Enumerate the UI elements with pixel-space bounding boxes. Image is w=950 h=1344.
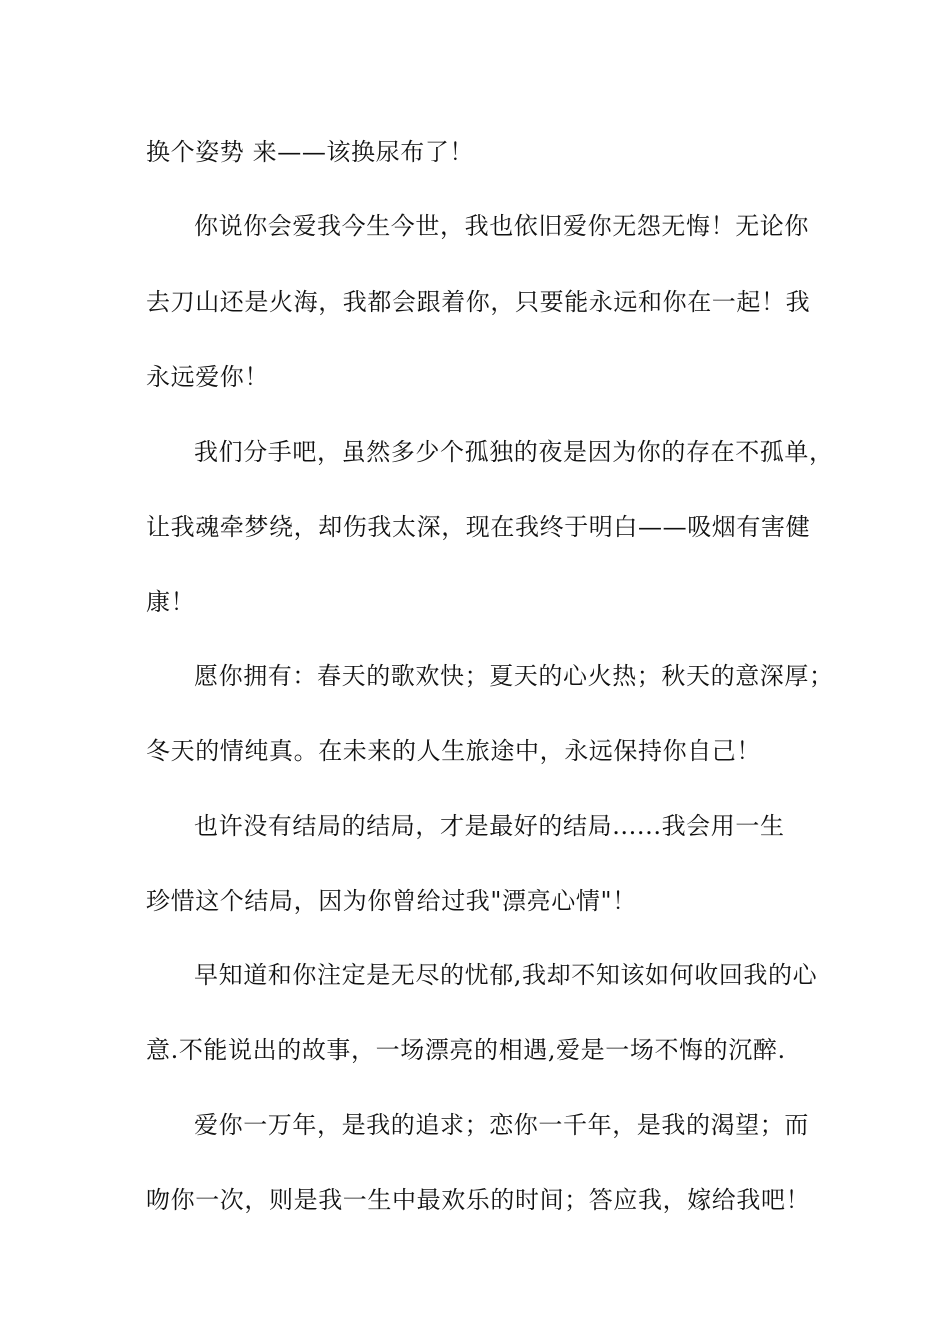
text-line: 去刀山还是火海，我都会跟着你，只要能永远和你在一起！我: [146, 288, 811, 316]
paragraph-first-line: 愿你拥有：春天的歌欢快；夏天的心火热；秋天的意深厚；: [194, 662, 834, 690]
text-line: 让我魂牵梦绕，却伤我太深，现在我终于明白——吸烟有害健: [146, 513, 811, 541]
paragraph-first-line: 也许没有结局的结局，才是最好的结局......我会用一生: [194, 812, 785, 840]
paragraph-first-line: 我们分手吧，虽然多少个孤独的夜是因为你的存在不孤单，: [194, 438, 834, 466]
text-line: 冬天的情纯真。在未来的人生旅途中，永远保持你自己！: [146, 737, 761, 765]
text-line: 吻你一次，则是我一生中最欢乐的时间；答应我，嫁给我吧！: [146, 1186, 811, 1214]
text-line: 意.不能说出的故事，一场漂亮的相遇,爱是一场不悔的沉醉.: [146, 1036, 786, 1064]
paragraph-first-line: 早知道和你注定是无尽的忧郁,我却不知该如何收回我的心: [194, 961, 818, 989]
text-line: 永远爱你！: [146, 363, 269, 391]
text-line: 珍惜这个结局，因为你曾给过我"漂亮心情"！: [146, 887, 637, 915]
text-line: 康！: [146, 588, 196, 616]
paragraph-first-line: 你说你会爱我今生今世，我也依旧爱你无怨无悔！无论你: [194, 212, 809, 240]
paragraph-first-line: 爱你一万年，是我的追求；恋你一千年，是我的渴望；而: [194, 1111, 809, 1139]
text-line: 换个姿势 来——该换尿布了！: [146, 138, 475, 166]
